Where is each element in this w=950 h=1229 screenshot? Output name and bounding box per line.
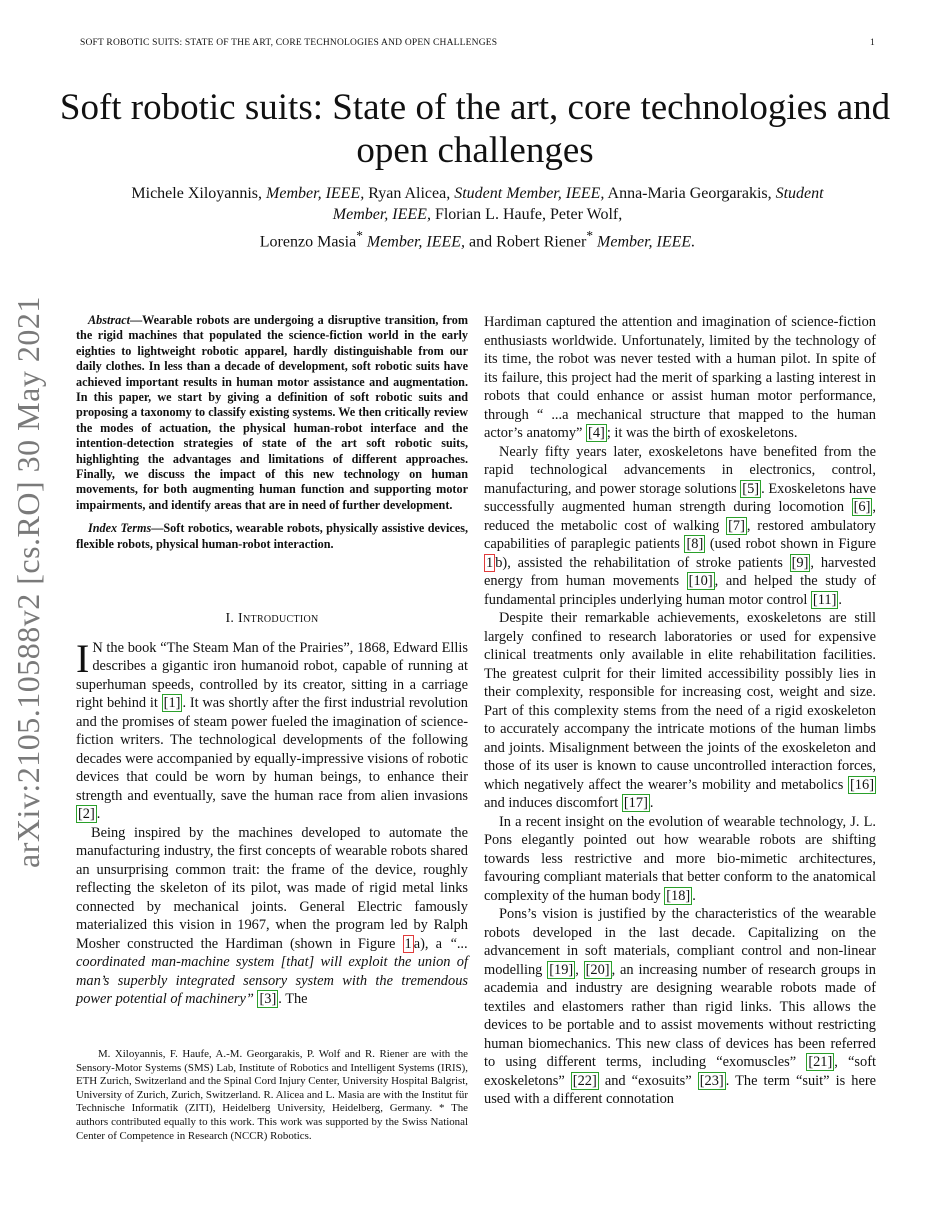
author-line-2: Member, IEEE, Florian L. Haufe, Peter Wolf, bbox=[332, 206, 623, 223]
running-header bbox=[80, 38, 875, 48]
citation-link[interactable]: [21] bbox=[808, 1054, 833, 1070]
drop-cap: I bbox=[76, 635, 90, 681]
citation-link[interactable]: [23] bbox=[699, 1072, 724, 1089]
paper-title: Soft robotic suits: State of the art, core technologies and open challenges bbox=[59, 87, 891, 171]
citation-link[interactable]: [22] bbox=[572, 1072, 597, 1089]
running-title: SOFT ROBOTIC SUITS: STATE OF THE ART, CORE TECHNOLOGIES AND OPEN CHALLENGES bbox=[80, 38, 498, 48]
citation-link[interactable]: [18] bbox=[666, 887, 691, 904]
citation-link[interactable]: [8] bbox=[686, 536, 704, 552]
intro-paragraph-2: Being inspired by the machines developed to automate the manufacturing industry, the first concepts of wearable robots shared an unsurprising common trait: the frame of the device, roughly reflecting the skeleton of its pilot, was made of rigid metal links connected by mechanical joints. General Electric famously materialized this vision in 1967, when the program led by Ralph Mosher constructed the Hardiman (shown in Figure 1 a), a “... coordinated man-machine system [that] will exploit the union of man’s superbly integrated sensory system with the tremendous power potential of machinery” [3] . The bbox=[76, 824, 468, 1008]
intro-paragraph-4: Nearly fifty years later, exoskeletons have benefited from the rapid technological advancements in electronics, control, manufacturing, and power storage solutions [5] . Exoskeletons have successfully augmented human strength during locomotion [6] , reduced the metabolic cost of walking [7] , restored ambulatory capabilities of paraplegic patients [8] (used robot shown in Figure 1 b), assisted the rehabilitation of stroke patients [9] , harvested energy from human movements [10] , and helped the study of fundamental principles underlying human motor control [11] . bbox=[484, 443, 876, 608]
intro-paragraph-3: Hardiman captured the attention and imagination of science-fiction enthusiasts worldwide. Unfortunately, limited by the technology of its time, the robot was never tested with a human pilot. In spite of its failure, this project had the merit of sparking a lasting interest in robots that could enhance or assist human motor performance, through “ ...a mechanical structure that mapped to the human actor’s anatomy” [4] ; it was the birth of exoskeletons. bbox=[484, 314, 876, 441]
page-number: 1 bbox=[870, 38, 875, 48]
abstract-text: —Wearable robots are undergoing a disruptive transition, from the rigid machines that populated the science-fiction world in the early eighties to lightweight robotic apparel, hardly distinguishable from our daily clothes. In less than a decade of development, soft robotic suits have achieved important results in human motor assistance and augmentation. In this paper, we start by giving a definition of soft robotic suits and proposing a taxonomy to classify existing systems. We then critically review the modes of actuation, the physical human-robot interface and the intention-detection strategies of state of the art soft robotic suits, highlighting the advantages and limitations of different approaches. Finally, we discuss the impact of this new technology on human movements, for both augmenting human function and supporting motor impairments, and identify areas that are in need of further development. bbox=[76, 313, 468, 512]
left-column bbox=[76, 313, 468, 1009]
figure-link[interactable]: 1 bbox=[486, 554, 494, 571]
citation-link[interactable]: [17] bbox=[623, 795, 648, 811]
citation-link[interactable]: [5] bbox=[742, 480, 760, 497]
citation-link[interactable]: [3] bbox=[259, 991, 277, 1008]
section-title: Introduction bbox=[238, 611, 319, 627]
author-list bbox=[80, 183, 875, 252]
citation-link[interactable]: [6] bbox=[853, 499, 871, 515]
author-line-3: Lorenzo Masia* Member, IEEE, and Robert Riener* Member, IEEE. bbox=[259, 228, 696, 251]
author-line-1: Michele Xiloyannis, Member, IEEE, Ryan Alicea, Student Member, IEEE, Anna-Maria Georgarakis, Student bbox=[131, 185, 824, 202]
citation-link[interactable]: [10] bbox=[688, 573, 713, 589]
quotation: “... coordinated man-machine system [that] will exploit the union of man’s superbly integrated sensory system with the tremendous power potential of machinery” bbox=[76, 935, 468, 1008]
section-heading bbox=[76, 610, 468, 629]
intro-paragraph-1: I N the book “The Steam Man of the Prairies”, 1868, Edward Ellis describes a gigantic iron humanoid robot, capable of running at superhuman speeds, controlled by its creator, sitting in a carriage right behind it [1] . It was shortly after the first industrial revolution and the promises of steam power fueled the imagination of science-fiction writers. The technological developments of the following decades were accompanied by equally-impressive visions of robotic devices that could be worn by human beings, to enhance their strength and eventually, save the human race from alien invasions [2] . bbox=[76, 635, 469, 823]
figure-link[interactable]: 1 bbox=[404, 935, 412, 952]
arxiv-stamp: arXiv:2105.10588v2 [cs.RO] 30 May 2021 bbox=[10, 296, 46, 868]
intro-paragraph-5: Despite their remarkable achievements, exoskeletons are still largely confined to research laboratories or used for expensive clinical treatments only available in elite rehabilitation facilities. The greatest culprit for their limited accessibility possibly lies in their complexity, responsible for increasing cost, weight and size. Part of this complexity stems from the need of a rigid exoskeleton to accurately accompany the intricate motions of the human limbs and joints. Misalignment between the joints of the exoskeleton and those of its user is known to cause uncontrolled interaction forces, which negatively affect the wearer’s mobility and metabolics [16] and induces discomfort [17] . bbox=[484, 610, 876, 811]
citation-link[interactable]: [19] bbox=[549, 961, 574, 978]
citation-link[interactable]: [20] bbox=[585, 961, 610, 978]
section-number: I. bbox=[225, 611, 235, 627]
abstract bbox=[76, 313, 468, 513]
index-terms-text: —Soft robotics, wearable robots, physically assistive devices, flexible robots, physical human-robot interaction. bbox=[76, 521, 468, 551]
citation-link[interactable]: [11] bbox=[812, 591, 837, 608]
intro-paragraph-7: Pons’s vision is justified by the characteristics of the wearable robots developed in the last decade. Capitalizing on the advancement in soft materials, compliant control and non-linear modelling [19] , [20] , an increasing number of research groups in academia and industry are designing wearable robots made of textiles and elastomers rather than rigid links. This allows the devices to be portable and to assist movements without restricting human biomechanics. This new class of devices has been referred to using different terms, including “exomuscles” [21] , “soft exoskeletons” [22] and “exosuits” [23] . The term “suit” is here used with a different connotation bbox=[484, 906, 877, 1107]
citation-link[interactable]: [4] bbox=[588, 425, 605, 441]
affiliation-footnote: M. Xiloyannis, F. Haufe, A.-M. Georgarakis, P. Wolf and R. Riener are with the Sensory-Motor Systems (SMS) Lab, Institute of Robotics and Intelligent Systems (IRIS), ETH Zurich, Switzerland and the Spinal Cord Injury Center, University Hospital Balgrist, University of Zurich, Zurich, Switzerland. R. Alicea and L. Masia are with the Institut für Technische Informatik (ZITI), Heidelberg University, Heidelberg, Germany. * The authors contributed equally to this work. This work was supported by the Swiss National Center of Competence in Research (NCCR) Robotics. bbox=[76, 1048, 468, 1142]
citation-link[interactable]: [16] bbox=[850, 776, 874, 793]
index-terms-label: Index Terms bbox=[88, 521, 152, 536]
citation-link[interactable]: [2] bbox=[78, 806, 95, 823]
index-terms bbox=[76, 521, 468, 552]
citation-link[interactable]: [7] bbox=[728, 517, 745, 534]
right-column bbox=[484, 313, 876, 1109]
abstract-label: Abstract bbox=[88, 313, 130, 327]
intro-paragraph-6: In a recent insight on the evolution of wearable technology, J. L. Pons elegantly pointed out how wearable robots are shifting towards less restrictive and more bio-mimetic architectures, favouring compliant materials that better conform to the anatomical complexity of the human body [18] . bbox=[484, 813, 876, 904]
citation-link[interactable]: [9] bbox=[791, 554, 809, 571]
citation-link[interactable]: [1] bbox=[163, 695, 181, 712]
